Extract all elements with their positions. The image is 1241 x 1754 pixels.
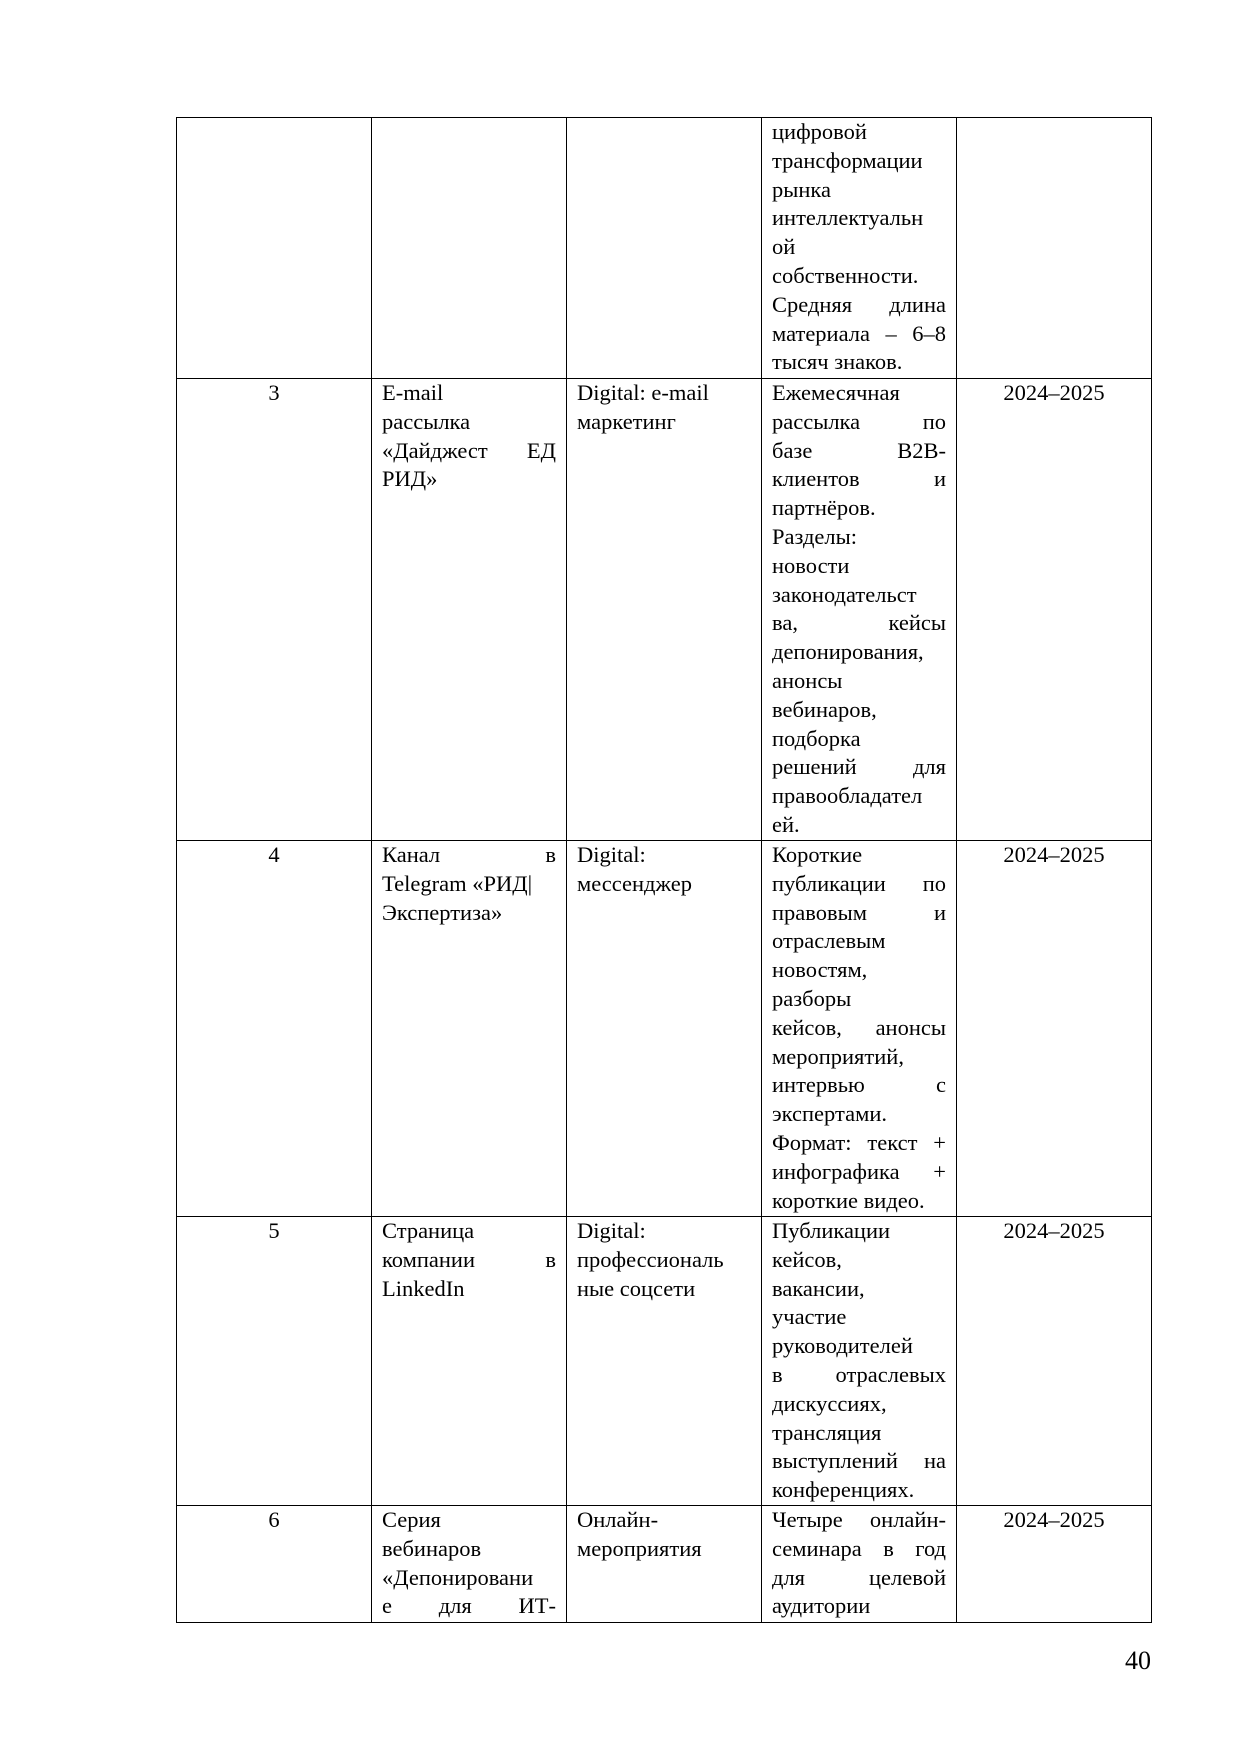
description-cell-line: кейсов, bbox=[772, 1246, 842, 1272]
description-cell-line: для целевой bbox=[772, 1564, 946, 1590]
description-cell-line: аудитории bbox=[772, 1593, 871, 1619]
name-cell-line: Экспертиза» bbox=[382, 899, 503, 925]
name-cell bbox=[372, 379, 567, 841]
name-cell-line: вебинаров bbox=[382, 1535, 482, 1561]
row-number-cell: 4 bbox=[177, 841, 372, 1217]
table-row bbox=[177, 1505, 1152, 1622]
description-cell-line: интервью с bbox=[772, 1072, 946, 1098]
row-number-cell: 3 bbox=[177, 379, 372, 841]
description-cell-line: интеллектуальн bbox=[772, 205, 924, 231]
channel-cell-line: Digital: bbox=[577, 1218, 646, 1243]
description-cell-line: инфографика + bbox=[772, 1158, 946, 1184]
channel-cell-line: маркетинг bbox=[577, 408, 676, 434]
period-cell: 2024–2025 bbox=[957, 1217, 1152, 1506]
description-cell-line: новостям, bbox=[772, 957, 868, 983]
name-cell-line: компании в bbox=[382, 1246, 556, 1272]
table-row bbox=[177, 841, 1152, 1217]
period-cell: 2024–2025 bbox=[957, 1505, 1152, 1622]
channel-cell bbox=[567, 841, 762, 1217]
description-cell-line: выступлений на bbox=[772, 1448, 946, 1474]
description-cell-line: законодательст bbox=[772, 581, 917, 607]
description-cell-line: вакансии, bbox=[772, 1275, 865, 1301]
name-cell-line: Telegram «РИД| bbox=[382, 870, 533, 896]
channel-cell-line: Онлайн- bbox=[577, 1506, 659, 1532]
description-cell-line: отраслевым bbox=[772, 928, 886, 954]
period-cell: 2024–2025 bbox=[957, 841, 1152, 1217]
channel-cell bbox=[567, 118, 762, 379]
description-cell-line: новости bbox=[772, 552, 850, 578]
table-row bbox=[177, 1217, 1152, 1506]
name-cell-line: Канал в bbox=[382, 842, 556, 867]
description-cell-line: вебинаров, bbox=[772, 696, 877, 722]
name-cell-line: РИД» bbox=[382, 466, 438, 492]
name-cell-line: E-mail bbox=[382, 380, 444, 405]
description-cell-line: Короткие bbox=[772, 842, 863, 867]
description-cell-line: правовым и bbox=[772, 899, 946, 925]
description-cell bbox=[762, 379, 957, 841]
description-cell-line: анонсы bbox=[772, 667, 843, 693]
name-cell-line: LinkedIn bbox=[382, 1275, 465, 1301]
row-number-cell: 6 bbox=[177, 1505, 372, 1622]
name-cell-line: «Депонировани bbox=[382, 1564, 534, 1590]
name-cell-line: е для ИТ- bbox=[382, 1593, 556, 1619]
description-cell-line: участие bbox=[772, 1304, 847, 1330]
name-cell-line: рассылка bbox=[382, 408, 471, 434]
channel-cell-line: мессенджер bbox=[577, 870, 692, 896]
description-cell-line: Средняя длина bbox=[772, 291, 946, 317]
description-cell-line: в отраслевых bbox=[772, 1361, 946, 1387]
channel-cell-line: мероприятия bbox=[577, 1535, 702, 1561]
table-body bbox=[177, 118, 1152, 1623]
table-row bbox=[177, 118, 1152, 379]
description-cell bbox=[762, 841, 957, 1217]
row-number-cell bbox=[177, 118, 372, 379]
description-cell-line: собственности. bbox=[772, 262, 919, 288]
description-cell-line: депонирования, bbox=[772, 639, 924, 665]
description-cell-line: материала – 6–8 bbox=[772, 320, 946, 346]
description-cell-line: правообладател bbox=[772, 783, 923, 809]
name-cell-line: Серия bbox=[382, 1506, 441, 1532]
description-cell-line: руководителей bbox=[772, 1333, 913, 1359]
plan-table bbox=[176, 117, 1152, 1623]
description-cell bbox=[762, 1217, 957, 1506]
description-cell bbox=[762, 1505, 957, 1622]
page-number: 40 bbox=[1125, 1646, 1151, 1675]
channel-cell-line: Digital: e-mail bbox=[577, 380, 709, 405]
name-cell-line: «Дайджест ЕД bbox=[382, 437, 556, 463]
description-cell-line: кейсов, анонсы bbox=[772, 1014, 946, 1040]
description-cell-line: публикации по bbox=[772, 870, 946, 896]
description-cell-line: ей. bbox=[772, 811, 800, 837]
description-cell-line: мероприятий, bbox=[772, 1043, 904, 1069]
description-cell-line: Четыре онлайн- bbox=[772, 1506, 946, 1532]
description-cell-line: ой bbox=[772, 234, 796, 260]
description-cell-line: трансляция bbox=[772, 1419, 882, 1445]
channel-cell-line: Digital: bbox=[577, 842, 646, 867]
channel-cell-line: профессиональ bbox=[577, 1246, 724, 1272]
description-cell-line: партнёров. bbox=[772, 495, 876, 521]
table-row bbox=[177, 379, 1152, 841]
description-cell-line: трансформации bbox=[772, 147, 923, 173]
description-cell-line: дискуссиях, bbox=[772, 1390, 887, 1416]
channel-cell bbox=[567, 379, 762, 841]
channel-cell bbox=[567, 1505, 762, 1622]
description-cell-line: Публикации bbox=[772, 1218, 891, 1243]
description-cell-line: Ежемесячная bbox=[772, 380, 900, 405]
description-cell-line: экспертами. bbox=[772, 1101, 887, 1127]
description-cell-line: семинара в год bbox=[772, 1535, 946, 1561]
description-cell-line: базе B2B- bbox=[772, 437, 946, 463]
name-cell-line: Страница bbox=[382, 1218, 475, 1243]
name-cell bbox=[372, 841, 567, 1217]
description-cell-line: разборы bbox=[772, 985, 852, 1011]
description-cell-line: тысяч знаков. bbox=[772, 349, 903, 375]
period-cell: 2024–2025 bbox=[957, 379, 1152, 841]
description-cell-line: Разделы: bbox=[772, 523, 858, 549]
description-cell-line: конференциях. bbox=[772, 1477, 915, 1503]
description-cell-line: клиентов и bbox=[772, 466, 946, 492]
period-cell bbox=[957, 118, 1152, 379]
name-cell bbox=[372, 1217, 567, 1506]
channel-cell bbox=[567, 1217, 762, 1506]
description-cell-line: подборка bbox=[772, 725, 861, 751]
name-cell bbox=[372, 1505, 567, 1622]
row-number-cell: 5 bbox=[177, 1217, 372, 1506]
name-cell bbox=[372, 118, 567, 379]
channel-cell-line: ные соцсети bbox=[577, 1275, 696, 1301]
description-cell bbox=[762, 118, 957, 379]
description-cell-line: решений для bbox=[772, 754, 946, 780]
description-cell-line: рассылка по bbox=[772, 408, 946, 434]
description-cell-line: рынка bbox=[772, 176, 831, 202]
description-cell-line: короткие видео. bbox=[772, 1187, 925, 1213]
description-cell-line: Формат: текст + bbox=[772, 1129, 946, 1155]
description-cell-line: цифровой bbox=[772, 119, 867, 144]
description-cell-line: ва, кейсы bbox=[772, 610, 946, 636]
